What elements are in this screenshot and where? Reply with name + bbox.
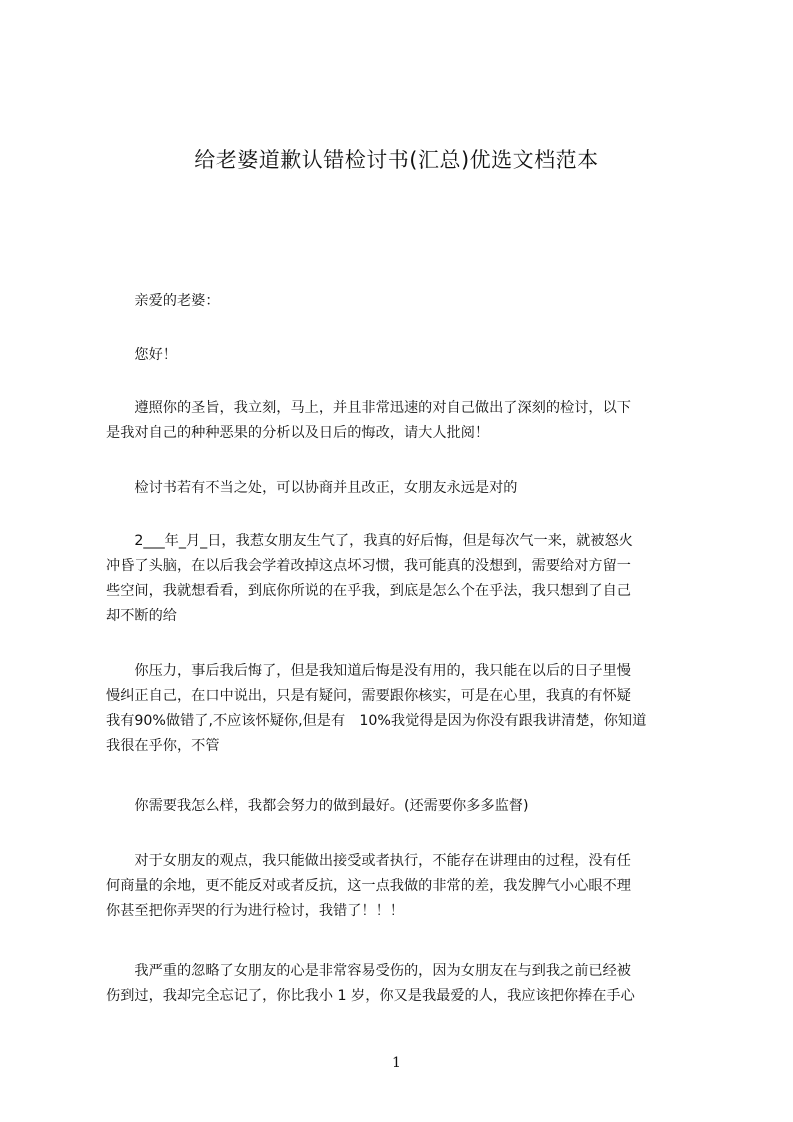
text-line: 我严重的忽略了女朋友的心是非常容易受伤的，因为女朋友在与到我之前已经被: [106, 963, 631, 979]
text-line: 你甚至把你弄哭的行为进行检讨，我错了！！！: [106, 903, 404, 919]
paragraph: [106, 794, 698, 819]
paragraph: [106, 476, 698, 501]
text-line: 却不断的给: [106, 608, 177, 624]
text-line: 你需要我怎么样，我都会努力的做到最好。(还需要你多多监督): [106, 798, 529, 814]
paragraph-hello: [106, 343, 698, 368]
paragraph: [106, 659, 698, 759]
text-line: 伤到过，我却完全忘记了，你比我小 1 岁，你又是我最爱的人，我应该把你捧在手心: [106, 988, 635, 1004]
text-line: 您好！: [106, 347, 177, 363]
text-line: 亲爱的老婆：: [106, 293, 220, 309]
text-line: 慢纠正自己，在口中说出，只是有疑问，需要跟你核实，可是在心里，我真的有怀疑: [106, 688, 631, 704]
document-title: 给老婆道歉认错检讨书(汇总)优选文档范本: [194, 148, 599, 172]
paragraph: [106, 959, 698, 1009]
page-number: 1: [392, 1055, 401, 1071]
text-line: 是我对自己的种种恶果的分析以及日后的悔改，请大人批阅！: [106, 425, 490, 441]
text-line: 检讨书若有不当之处，可以协商并且改正，女朋友永远是对的: [106, 480, 518, 496]
text-line: 你压力，事后我后悔了，但是我知道后悔是没有用的，我只能在以后的日子里慢: [106, 663, 631, 679]
text-line: 些空间，我就想看看，到底你所说的在乎我，到底是怎么个在乎法，我只想到了自己: [106, 583, 631, 599]
paragraph: [106, 396, 698, 446]
text-line: 对于女朋友的观点，我只能做出接受或者执行，不能存在讲理由的过程，没有任: [106, 853, 631, 869]
text-line: 2___年_月_日，我惹女朋友生气了，我真的好后悔，但是每次气一来，就被怒火: [106, 533, 633, 549]
paragraph-greeting: [106, 289, 698, 314]
text-line: 冲昏了头脑，在以后我会学着改掉这点坏习惯，我可能真的没想到，需要给对方留一: [106, 558, 631, 574]
text-line: 何商量的余地，更不能反对或者反抗，这一点我做的非常的差，我发脾气小心眼不理: [106, 878, 631, 894]
text-line: 我很在乎你，不管: [106, 738, 220, 754]
paragraph: [106, 529, 698, 629]
paragraph: [106, 849, 698, 924]
text-line: 遵照你的圣旨，我立刻，马上，并且非常迅速的对自己做出了深刻的检讨，以下: [106, 400, 631, 416]
text-line: 我有90%做错了,不应该怀疑你,但是有 10%我觉得是因为你没有跟我讲清楚，你知道: [106, 713, 647, 729]
